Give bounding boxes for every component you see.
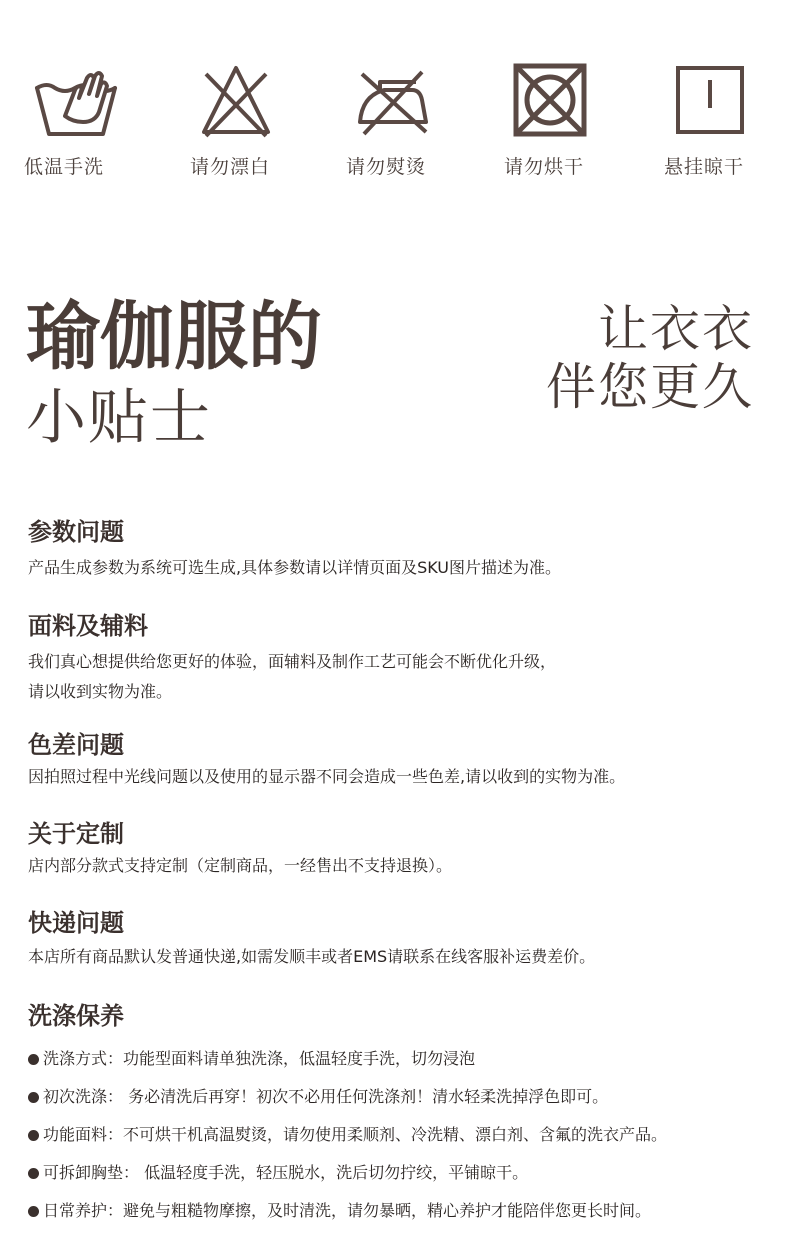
care-label: 低温手洗 — [24, 156, 105, 178]
list-item — [28, 1040, 778, 1078]
section-title: 面料及辅料 — [28, 612, 148, 640]
slogan-line: 让衣衣 — [598, 300, 754, 358]
bullet-dot-icon — [28, 1130, 39, 1141]
list-item — [28, 1078, 778, 1116]
section-shipping — [28, 909, 768, 972]
line-dry-icon — [670, 60, 750, 140]
list-item — [28, 1116, 778, 1154]
care-label: 悬挂晾干 — [664, 156, 745, 178]
care-item-no-bleach — [166, 60, 306, 178]
section-text: 请以收到实物为准。 — [28, 681, 173, 701]
care-item-no-iron — [322, 60, 462, 178]
section-title: 关于定制 — [28, 820, 124, 848]
list-item-text: 功能面料：不可烘干机高温熨烫，请勿使用柔顺剂、冷洗精、漂白剂、含氟的洗衣产品。 — [43, 1125, 668, 1144]
section-text: 本店所有商品默认发普通快递,如需发顺丰或者EMS请联系在线客服补运费差价。 — [28, 946, 596, 966]
list-item-text: 初次洗涤： 务必清洗后再穿！初次不必用任何洗涤剂！清水轻柔洗掉浮色即可。 — [43, 1087, 609, 1106]
list-item-text: 可拆卸胸垫： 低温轻度手洗，轻压脱水，洗后切勿拧绞，平铺晾干。 — [43, 1163, 529, 1182]
care-item-no-tumble-dry — [480, 60, 620, 178]
section-text: 因拍照过程中光线问题以及使用的显示器不同会造成一些色差,请以收到的实物为准。 — [28, 766, 626, 786]
section-care — [28, 1002, 768, 1031]
care-label: 请勿熨烫 — [346, 156, 427, 178]
no-tumble-dry-icon — [510, 60, 590, 140]
care-item-hand-wash — [6, 60, 146, 178]
bullet-dot-icon — [28, 1092, 39, 1103]
section-text: 店内部分款式支持定制（定制商品，一经售出不支持退换）。 — [28, 855, 453, 875]
care-label: 请勿漂白 — [190, 156, 271, 178]
list-item-text: 洗涤方式：功能型面料请单独洗涤，低温轻度手洗，切勿浸泡 — [43, 1049, 476, 1068]
bullet-dot-icon — [28, 1168, 39, 1179]
care-label: 请勿烘干 — [504, 156, 585, 178]
list-item — [28, 1192, 778, 1230]
section-text: 我们真心想提供给您更好的体验，面辅料及制作工艺可能会不断优化升级， — [28, 651, 557, 671]
section-text: 产品生成参数为系统可选生成,具体参数请以详情页面及SKU图片描述为准。 — [28, 557, 562, 577]
care-item-line-dry — [640, 60, 780, 178]
section-params — [28, 518, 768, 583]
bullet-dot-icon — [28, 1206, 39, 1217]
slogan-line: 伴您更久 — [546, 358, 754, 416]
slogan — [546, 300, 754, 416]
care-tips-list — [28, 1040, 778, 1230]
no-iron-icon — [350, 60, 434, 140]
care-symbols-row — [0, 60, 790, 180]
section-color-diff — [28, 731, 768, 792]
section-title: 参数问题 — [28, 518, 124, 546]
bullet-dot-icon — [28, 1054, 39, 1065]
section-title: 快递问题 — [28, 909, 124, 937]
hand-wash-icon — [31, 60, 121, 140]
no-bleach-icon — [196, 60, 276, 140]
list-item — [28, 1154, 778, 1192]
page-subtitle: 小贴士 — [26, 383, 212, 453]
section-fabric — [28, 612, 768, 707]
page-title: 瑜伽服的 — [26, 294, 322, 380]
section-title: 色差问题 — [28, 731, 124, 759]
list-item-text: 日常养护：避免与粗糙物摩擦，及时清洗，请勿暴晒，精心养护才能陪伴您更长时间。 — [43, 1201, 652, 1220]
section-custom — [28, 820, 768, 881]
section-title: 洗涤保养 — [28, 1002, 124, 1030]
